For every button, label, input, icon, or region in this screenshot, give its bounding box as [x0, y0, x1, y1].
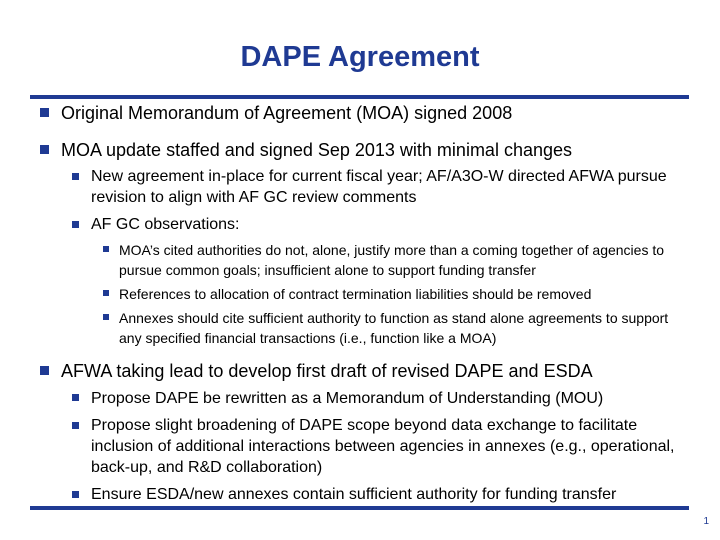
sub-bullet-text: Ensure ESDA/new annexes contain sufficient authority for funding transfer: [91, 486, 617, 503]
bullet-text: MOA update staffed and signed Sep 2013 with minimal changes: [61, 140, 572, 160]
sub-bullet-text: Propose slight broadening of DAPE scope beyond data exchange to facilitate inclusion of additional interactions between agencies in annexes (e.g., operational, back-up, and R&D collaboration): [91, 417, 675, 476]
square-bullet-icon: [40, 366, 49, 375]
sub-sub-bullet-text: MOA’s cited authorities do not, alone, justify more than a coming together of agencies to pursue common goals; insufficient alone to support funding transfer: [119, 242, 665, 278]
square-bullet-icon: [103, 290, 109, 296]
sub-bullet-text: Propose DAPE be rewritten as a Memorandum of Understanding (MOU): [91, 390, 604, 407]
sub-sub-bullet-text: Annexes should cite sufficient authority to function as stand alone agreements to support any specified financial transactions (i.e., function like a MOA): [119, 310, 669, 346]
square-bullet-icon: [40, 145, 49, 154]
bullet-text: AFWA taking lead to develop first draft of revised DAPE and ESDA: [61, 361, 593, 381]
square-bullet-icon: [40, 108, 49, 117]
square-bullet-icon: [103, 314, 109, 320]
square-bullet-icon: [72, 422, 79, 429]
square-bullet-icon: [72, 491, 79, 498]
square-bullet-icon: [103, 246, 109, 252]
footer-divider: [30, 506, 689, 510]
page-number: 1: [703, 516, 709, 527]
sub-bullet-text: AF GC observations:: [91, 216, 240, 233]
bullet-text: Original Memorandum of Agreement (MOA) signed 2008: [61, 103, 513, 123]
square-bullet-icon: [72, 394, 79, 401]
square-bullet-icon: [72, 221, 79, 228]
slide-title: DAPE Agreement: [240, 41, 480, 73]
sub-sub-bullet-text: References to allocation of contract termination liabilities should be removed: [119, 286, 592, 302]
sub-bullet-text: New agreement in-place for current fiscal year; AF/A3O-W directed AFWA pursue revision to align with AF GC review comments: [91, 168, 667, 206]
square-bullet-icon: [72, 173, 79, 180]
